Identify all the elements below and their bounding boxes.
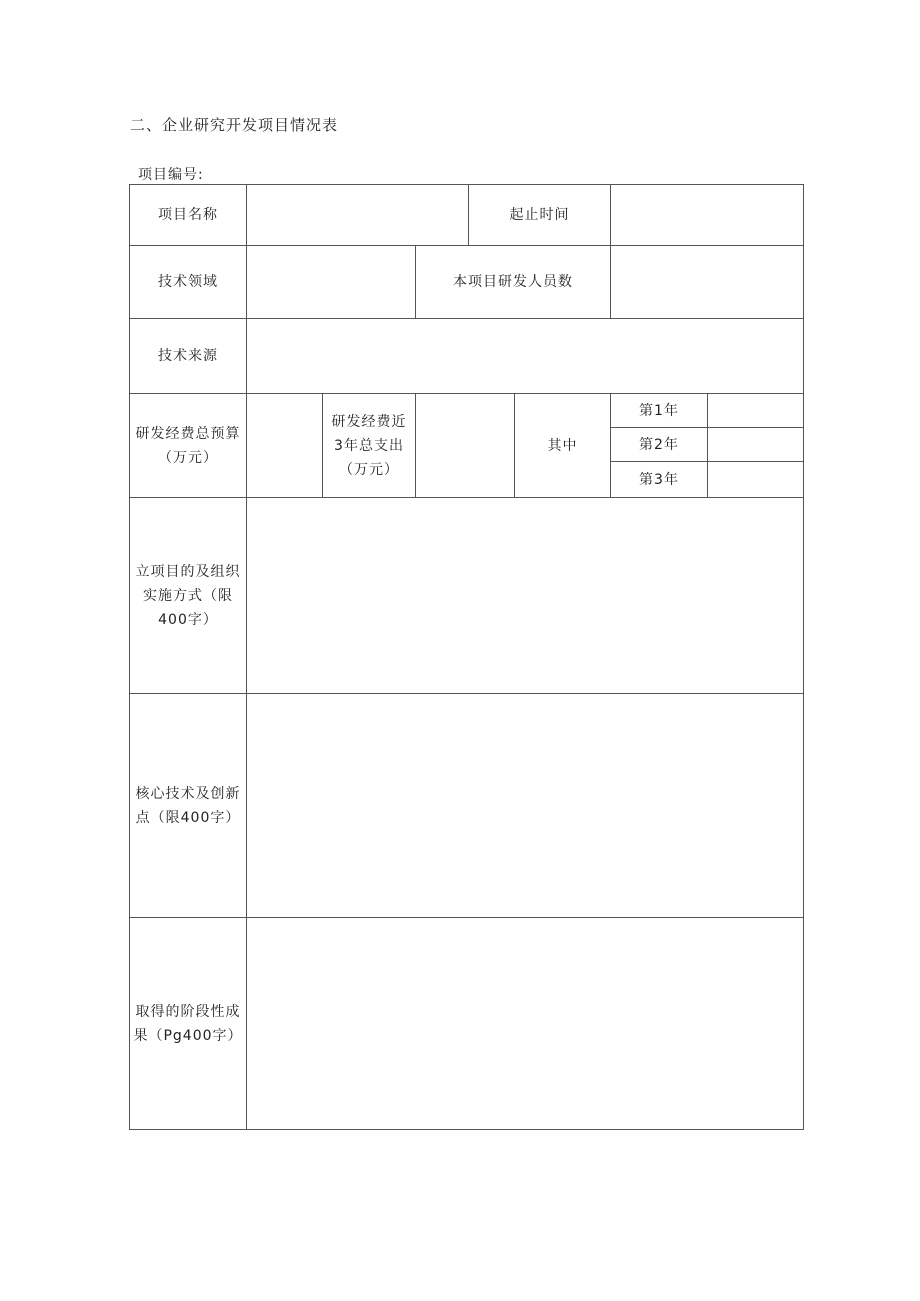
- rd-staff-count-input[interactable]: [611, 246, 803, 318]
- page-title: 二、企业研究开发项目情况表: [130, 116, 339, 134]
- tech-field-input[interactable]: [247, 246, 415, 318]
- tech-source-label: 技术来源: [158, 348, 218, 364]
- core-tech-label: 核心技术及创新 点（限400字）: [135, 785, 241, 826]
- results-input[interactable]: [247, 918, 803, 1129]
- year-2-input[interactable]: [708, 428, 803, 461]
- project-name-label: 项目名称: [158, 207, 218, 223]
- year-3-input[interactable]: [708, 462, 803, 497]
- year-1-label: 第1年: [639, 402, 679, 419]
- of-which-label: 其中: [547, 437, 578, 454]
- year-1-input[interactable]: [708, 394, 803, 427]
- total-budget-label: 研发经费总预算 （万元）: [135, 425, 241, 466]
- start-end-time-input[interactable]: [611, 185, 803, 245]
- purpose-input[interactable]: [247, 498, 803, 693]
- project-number-label: 项目编号:: [138, 167, 204, 183]
- table-border-right: [803, 184, 804, 1130]
- recent-3yr-expense-input[interactable]: [416, 394, 514, 497]
- table-border-bottom: [129, 1129, 804, 1130]
- year-2-label: 第2年: [639, 436, 679, 453]
- results-label: 取得的阶段性成 果（Pg400字）: [133, 1003, 243, 1044]
- project-name-input[interactable]: [247, 185, 468, 245]
- total-budget-input[interactable]: [247, 394, 322, 497]
- purpose-label: 立项目的及组织 实施方式（限 400字）: [135, 563, 241, 628]
- rd-staff-count-label: 本项目研发人员数: [453, 274, 573, 290]
- tech-source-input[interactable]: [247, 319, 803, 393]
- recent-3yr-expense-label: 研发经费近 3年总支出 （万元）: [331, 413, 407, 478]
- tech-field-label: 技术领域: [158, 274, 218, 290]
- start-end-time-label: 起止时间: [509, 207, 570, 223]
- year-3-label: 第3年: [639, 471, 679, 488]
- core-tech-input[interactable]: [247, 694, 803, 917]
